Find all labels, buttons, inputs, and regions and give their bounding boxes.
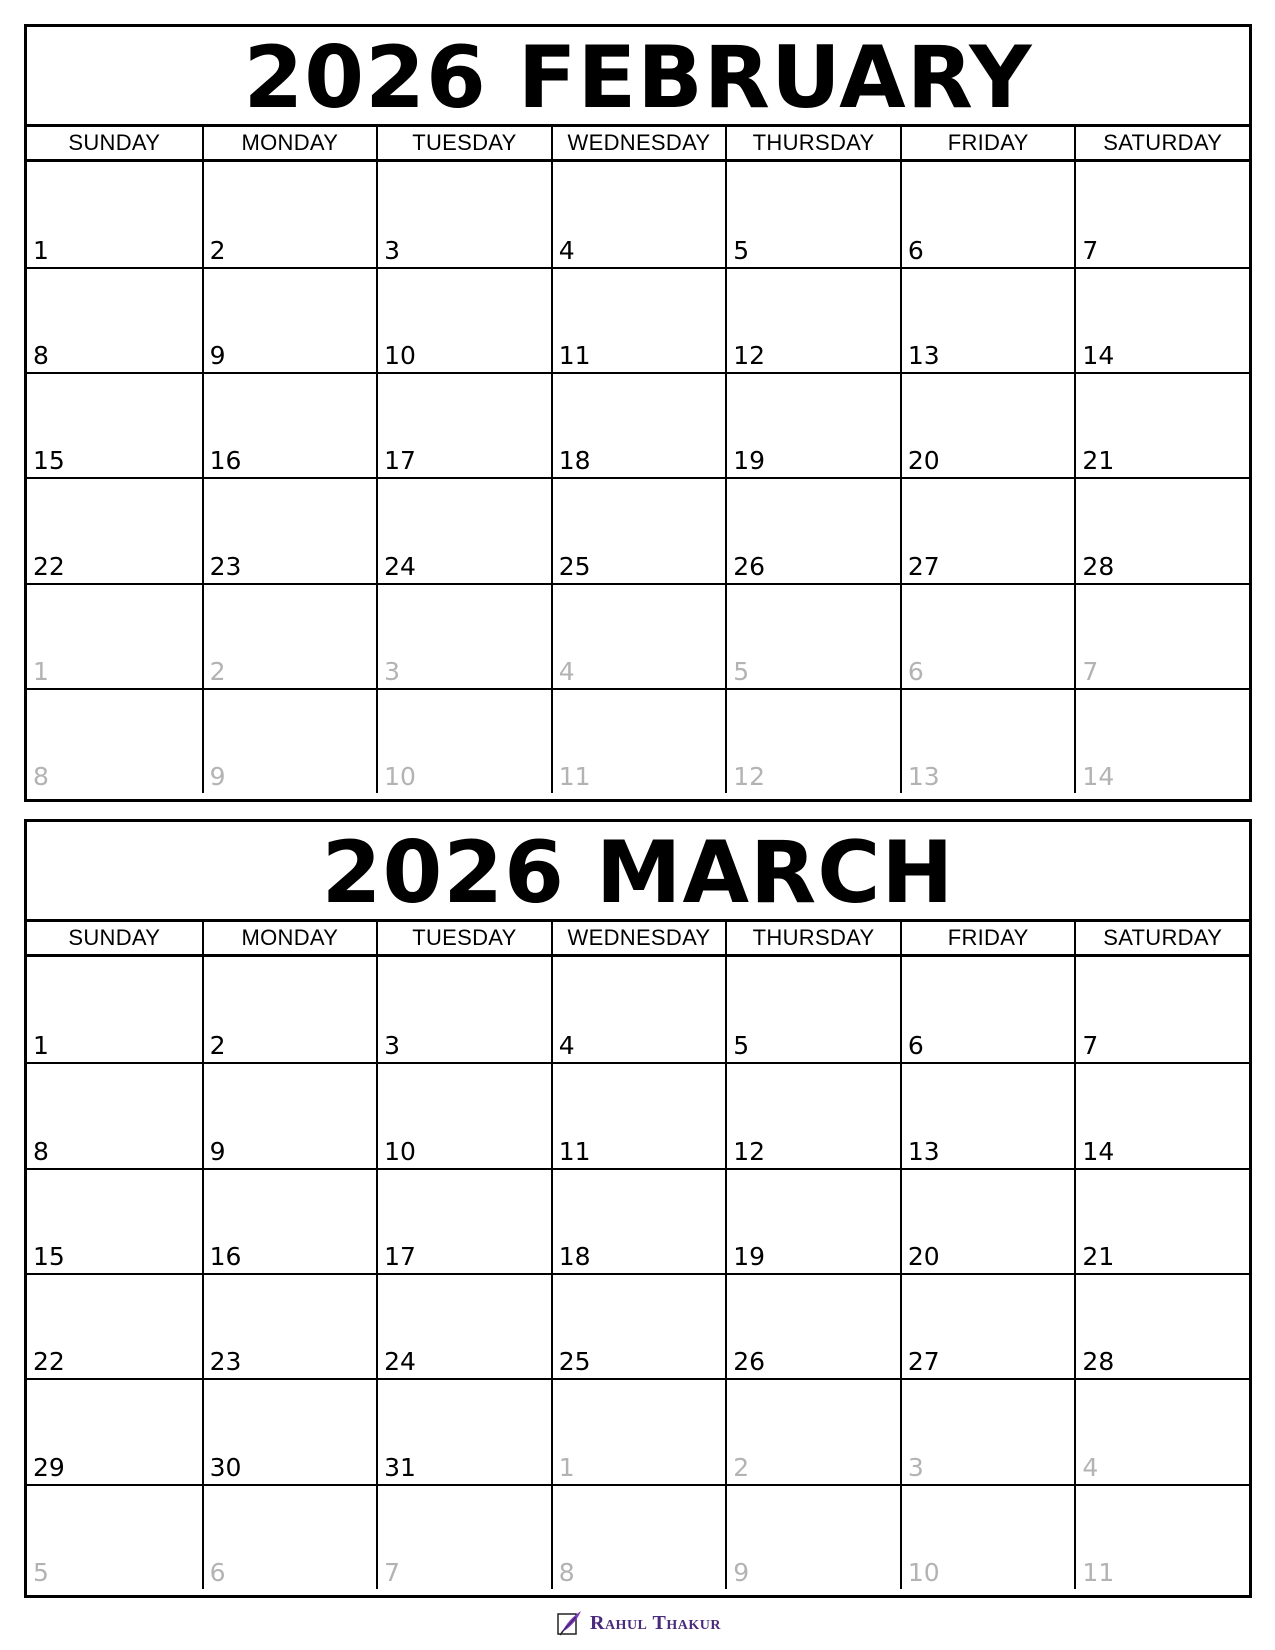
day-number: 9	[209, 1136, 226, 1166]
brand-name: Rahul Thakur	[590, 1611, 721, 1634]
day-number: 30	[209, 1452, 242, 1482]
day-cell	[27, 1168, 202, 1273]
day-number: 20	[907, 1242, 940, 1271]
day-cell	[1074, 372, 1249, 477]
day-cell	[27, 1062, 202, 1167]
day-number: 9	[209, 341, 226, 371]
day-number: 19	[733, 446, 766, 476]
adjacent-month-day-cell	[900, 583, 1075, 688]
day-cell	[551, 1062, 726, 1167]
day-number: 14	[1082, 761, 1115, 791]
day-number: 28	[1082, 551, 1115, 581]
footer-branding	[0, 1606, 1275, 1640]
day-number: 24	[384, 551, 416, 581]
day-cell	[1074, 1273, 1249, 1378]
day-number: 16	[209, 446, 242, 476]
day-number: 17	[384, 446, 416, 476]
day-cell	[725, 1273, 900, 1378]
days-grid	[27, 162, 1249, 793]
day-cell	[900, 1273, 1075, 1378]
day-number: 22	[33, 1347, 65, 1377]
day-number: 16	[209, 1242, 242, 1271]
day-number: 13	[907, 1136, 940, 1166]
day-number: 25	[558, 551, 591, 581]
day-cell	[27, 1273, 202, 1378]
day-cell	[725, 162, 900, 267]
feather-quill-icon	[554, 1608, 584, 1638]
day-cell	[27, 477, 202, 582]
month-title: 2026 FEBRUARY	[27, 27, 1249, 127]
day-number: 10	[384, 341, 416, 371]
day-cell	[376, 957, 551, 1062]
day-number: 8	[33, 761, 49, 791]
day-number: 10	[907, 1558, 940, 1587]
day-number: 6	[907, 1031, 924, 1061]
adjacent-month-day-cell	[900, 1484, 1075, 1589]
day-number: 12	[733, 341, 766, 371]
day-number: 9	[209, 761, 226, 791]
day-cell	[551, 957, 726, 1062]
day-number: 4	[558, 1031, 575, 1061]
day-number: 8	[33, 1136, 49, 1166]
adjacent-month-day-cell	[1074, 1484, 1249, 1589]
weekday-saturday: SATURDAY	[1074, 127, 1249, 159]
day-cell	[202, 267, 377, 372]
day-number: 3	[384, 1031, 401, 1061]
day-cell	[900, 372, 1075, 477]
day-cell	[725, 1168, 900, 1273]
day-cell	[551, 162, 726, 267]
day-number: 7	[1082, 1031, 1099, 1061]
adjacent-month-day-cell	[551, 583, 726, 688]
day-cell	[725, 1062, 900, 1167]
weekday-wednesday: WEDNESDAY	[551, 922, 726, 954]
day-number: 27	[907, 551, 940, 581]
day-number: 27	[907, 1347, 940, 1377]
days-grid	[27, 957, 1249, 1589]
day-number: 1	[558, 1452, 575, 1482]
day-cell	[27, 372, 202, 477]
day-cell	[900, 267, 1075, 372]
day-number: 4	[558, 236, 575, 266]
weekday-header-row	[27, 922, 1249, 957]
day-cell	[551, 1273, 726, 1378]
adjacent-month-day-cell	[1074, 688, 1249, 793]
adjacent-month-day-cell	[551, 688, 726, 793]
day-number: 6	[907, 656, 924, 686]
day-cell	[900, 1062, 1075, 1167]
day-cell	[551, 1168, 726, 1273]
day-number: 15	[33, 446, 65, 476]
day-cell	[551, 372, 726, 477]
day-number: 5	[733, 1031, 750, 1061]
adjacent-month-day-cell	[202, 1484, 377, 1589]
day-cell	[725, 477, 900, 582]
day-number: 8	[558, 1558, 575, 1587]
day-number: 15	[33, 1242, 65, 1271]
day-number: 2	[209, 656, 226, 686]
weekday-tuesday: TUESDAY	[376, 127, 551, 159]
day-cell	[376, 162, 551, 267]
day-number: 3	[384, 236, 401, 266]
weekday-thursday: THURSDAY	[725, 922, 900, 954]
day-number: 18	[558, 446, 591, 476]
day-cell	[1074, 1168, 1249, 1273]
day-number: 11	[558, 341, 591, 371]
day-number: 6	[209, 1558, 226, 1587]
day-cell	[1074, 1062, 1249, 1167]
day-number: 1	[33, 236, 49, 266]
day-number: 14	[1082, 341, 1115, 371]
day-cell	[376, 1378, 551, 1483]
day-cell	[376, 1062, 551, 1167]
day-number: 28	[1082, 1347, 1115, 1377]
day-cell	[900, 957, 1075, 1062]
weekday-header-row	[27, 127, 1249, 162]
day-number: 8	[33, 341, 49, 371]
day-cell	[1074, 162, 1249, 267]
day-number: 2	[733, 1452, 750, 1482]
day-cell	[1074, 957, 1249, 1062]
day-number: 21	[1082, 446, 1115, 476]
adjacent-month-day-cell	[725, 1378, 900, 1483]
day-number: 26	[733, 551, 766, 581]
day-cell	[551, 267, 726, 372]
day-cell	[27, 162, 202, 267]
day-cell	[900, 162, 1075, 267]
day-number: 11	[558, 761, 591, 791]
day-number: 3	[907, 1452, 924, 1482]
adjacent-month-day-cell	[1074, 1378, 1249, 1483]
adjacent-month-day-cell	[202, 583, 377, 688]
day-number: 9	[733, 1558, 750, 1587]
day-number: 22	[33, 551, 65, 581]
day-number: 5	[733, 236, 750, 266]
day-number: 1	[33, 1031, 49, 1061]
day-cell	[376, 372, 551, 477]
day-number: 11	[558, 1136, 591, 1166]
day-number: 24	[384, 1347, 416, 1377]
day-number: 19	[733, 1242, 766, 1271]
day-cell	[202, 957, 377, 1062]
day-cell	[376, 267, 551, 372]
day-number: 7	[384, 1558, 401, 1587]
day-cell	[900, 477, 1075, 582]
day-cell	[376, 477, 551, 582]
day-cell	[1074, 477, 1249, 582]
adjacent-month-day-cell	[27, 1484, 202, 1589]
day-number: 2	[209, 236, 226, 266]
day-number: 12	[733, 761, 766, 791]
day-number: 3	[384, 656, 401, 686]
day-number: 5	[33, 1558, 49, 1587]
adjacent-month-day-cell	[27, 688, 202, 793]
day-number: 31	[384, 1452, 416, 1482]
day-cell	[202, 372, 377, 477]
adjacent-month-day-cell	[551, 1378, 726, 1483]
day-number: 20	[907, 446, 940, 476]
day-cell	[1074, 267, 1249, 372]
adjacent-month-day-cell	[725, 583, 900, 688]
adjacent-month-day-cell	[900, 688, 1075, 793]
day-cell	[202, 1273, 377, 1378]
day-cell	[376, 1273, 551, 1378]
weekday-saturday: SATURDAY	[1074, 922, 1249, 954]
adjacent-month-day-cell	[376, 1484, 551, 1589]
day-number: 21	[1082, 1242, 1115, 1271]
day-number: 23	[209, 551, 242, 581]
day-number: 12	[733, 1136, 766, 1166]
adjacent-month-day-cell	[725, 688, 900, 793]
calendar-february	[24, 24, 1252, 802]
weekday-friday: FRIDAY	[900, 127, 1075, 159]
day-number: 7	[1082, 236, 1099, 266]
day-number: 18	[558, 1242, 591, 1271]
day-cell	[725, 957, 900, 1062]
adjacent-month-day-cell	[900, 1378, 1075, 1483]
day-number: 11	[1082, 1558, 1115, 1587]
day-cell	[27, 957, 202, 1062]
day-cell	[27, 267, 202, 372]
day-cell	[202, 162, 377, 267]
adjacent-month-day-cell	[1074, 583, 1249, 688]
day-number: 4	[1082, 1452, 1099, 1482]
adjacent-month-day-cell	[376, 688, 551, 793]
day-cell	[900, 1168, 1075, 1273]
day-cell	[202, 1062, 377, 1167]
weekday-tuesday: TUESDAY	[376, 922, 551, 954]
day-cell	[27, 1378, 202, 1483]
weekday-thursday: THURSDAY	[725, 127, 900, 159]
day-number: 4	[558, 656, 575, 686]
day-number: 17	[384, 1242, 416, 1271]
adjacent-month-day-cell	[27, 583, 202, 688]
day-cell	[725, 372, 900, 477]
day-cell	[202, 1378, 377, 1483]
adjacent-month-day-cell	[376, 583, 551, 688]
weekday-friday: FRIDAY	[900, 922, 1075, 954]
day-number: 25	[558, 1347, 591, 1377]
weekday-monday: MONDAY	[202, 127, 377, 159]
weekday-monday: MONDAY	[202, 922, 377, 954]
day-number: 2	[209, 1031, 226, 1061]
day-cell	[202, 477, 377, 582]
month-title: 2026 MARCH	[27, 822, 1249, 922]
day-number: 23	[209, 1347, 242, 1377]
day-cell	[551, 477, 726, 582]
calendar-march	[24, 819, 1252, 1598]
day-number: 10	[384, 761, 416, 791]
weekday-sunday: SUNDAY	[68, 130, 161, 155]
day-number: 6	[907, 236, 924, 266]
day-number: 7	[1082, 656, 1099, 686]
adjacent-month-day-cell	[202, 688, 377, 793]
weekday-sunday: SUNDAY	[68, 925, 161, 950]
day-number: 26	[733, 1347, 766, 1377]
weekday-wednesday: WEDNESDAY	[551, 127, 726, 159]
day-cell	[202, 1168, 377, 1273]
day-number: 14	[1082, 1136, 1115, 1166]
adjacent-month-day-cell	[725, 1484, 900, 1589]
day-number: 10	[384, 1136, 416, 1166]
day-number: 5	[733, 656, 750, 686]
day-number: 1	[33, 656, 49, 686]
day-number: 13	[907, 761, 940, 791]
day-number: 13	[907, 341, 940, 371]
day-number: 29	[33, 1452, 65, 1482]
day-cell	[376, 1168, 551, 1273]
adjacent-month-day-cell	[551, 1484, 726, 1589]
day-cell	[725, 267, 900, 372]
